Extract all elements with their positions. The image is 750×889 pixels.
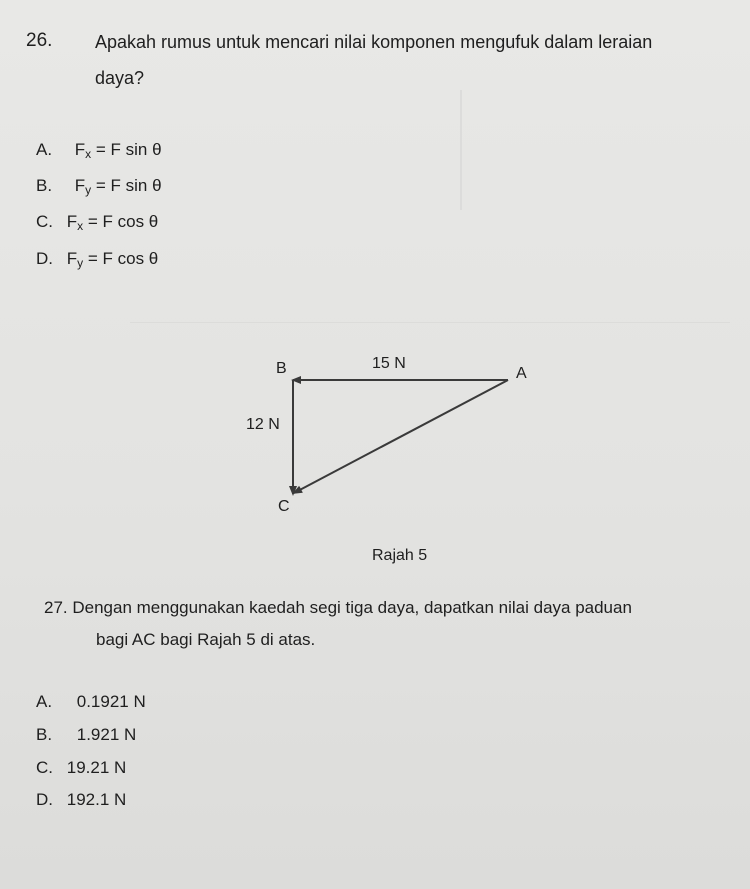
option-letter: D. [36,249,53,268]
q26-option-c[interactable] [36,212,158,233]
question-27-text [44,594,744,654]
option-letter: A. [36,692,53,711]
option-lhs: F [66,212,78,231]
question-26-line-2: daya? [95,68,145,88]
option-value: 192.1 N [66,790,127,809]
q27-option-c[interactable] [36,758,126,778]
option-letter: C. [36,758,53,777]
vertex-b-label: B [276,360,287,377]
q27-option-d[interactable] [36,790,126,810]
question-27-line-2: bagi AC bagi Rajah 5 di atas. [96,630,316,649]
option-rhs: = F cos θ [87,212,159,231]
question-27-line-1 [44,594,744,622]
option-subscript: y [85,183,92,197]
option-letter: A. [36,140,53,159]
option-letter: C. [36,212,53,231]
option-value: 19.21 N [66,758,127,777]
q26-option-d[interactable] [36,249,158,270]
vertex-a-label: A [516,365,527,382]
question-26-line-1: Apakah rumus untuk mencari nilai komponen mengufuk dalam leraian [95,32,653,52]
force-vector-ac [294,380,508,493]
question-27-line-1-text: Dengan menggunakan kaedah segi tiga daya, dapatkan nilai daya paduan [72,598,632,617]
option-lhs: F [74,176,86,195]
option-value: 0.1921 N [76,692,146,711]
force-15n-label: 15 N [372,355,406,372]
option-rhs: = F cos θ [87,249,159,268]
option-rhs: = F sin θ [95,176,162,195]
option-subscript: y [77,256,84,270]
option-lhs: F [66,249,78,268]
q26-option-a[interactable] [36,140,162,161]
option-letter: D. [36,790,53,809]
figure-caption: Rajah 5 [372,547,428,564]
option-lhs: F [74,140,86,159]
bleed-through-lines [130,322,730,363]
question-26-text [95,27,745,93]
q27-option-a[interactable] [36,692,146,712]
option-subscript: x [77,219,84,233]
option-subscript: x [85,147,92,161]
force-12n-label: 12 N [246,416,280,433]
q27-option-b[interactable] [36,725,136,745]
q26-option-b[interactable] [36,176,162,197]
question-27-number: 27. [44,598,68,617]
vertex-c-label: C [278,498,290,515]
option-letter: B. [36,176,53,195]
question-26-number: 26. [26,30,53,51]
option-value: 1.921 N [76,725,137,744]
option-rhs: = F sin θ [95,140,162,159]
bleed-through-lines [460,90,462,210]
option-letter: B. [36,725,53,744]
